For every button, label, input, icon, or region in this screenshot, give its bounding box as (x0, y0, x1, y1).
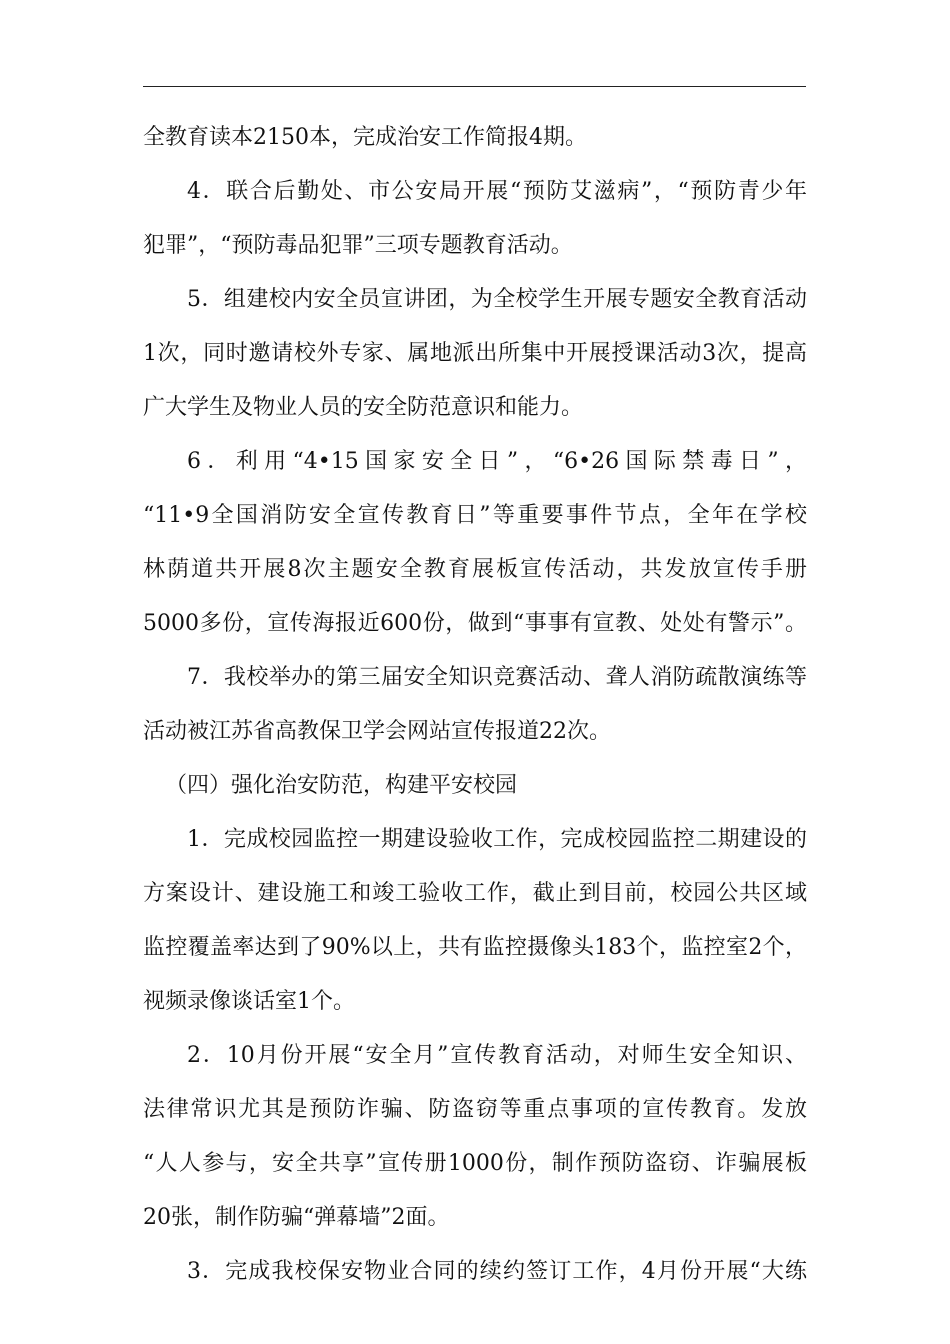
text-line: 视频录像谈话室1个。 (143, 989, 355, 1014)
document-body (143, 111, 807, 1299)
text-line: 监控覆盖率达到了90%以上，共有监控摄像头183个，监控室2个， (143, 935, 807, 960)
text-line: 活动被江苏省高教保卫学会网站宣传报道22次。 (143, 719, 611, 744)
text-line: 6．利用“4•15国家安全日”，“6•26国际禁毒日”， (187, 449, 807, 474)
text-line: （四）强化治安防范，构建平安校园 (165, 773, 518, 798)
text-line: 7．我校举办的第三届安全知识竞赛活动、聋人消防疏散演练等 (187, 665, 807, 690)
text-line: 1次，同时邀请校外专家、属地派出所集中开展授课活动3次，提高 (143, 341, 807, 366)
text-line: 20张，制作防骗“弹幕墙”2面。 (143, 1205, 450, 1230)
text-line: 4．联合后勤处、市公安局开展“预防艾滋病”，“预防青少年 (187, 179, 807, 204)
text-line: 林荫道共开展8次主题安全教育展板宣传活动，共发放宣传手册 (143, 557, 807, 582)
header-rule (143, 86, 806, 87)
text-line: 5000多份，宣传海报近600份，做到“事事有宣教、处处有警示”。 (143, 611, 807, 636)
text-line: “11•9全国消防安全宣传教育日”等重要事件节点，全年在学校 (143, 503, 807, 528)
text-line: 2．10月份开展“安全月”宣传教育活动，对师生安全知识、 (187, 1043, 807, 1068)
text-line: 5．组建校内安全员宣讲团，为全校学生开展专题安全教育活动 (187, 287, 807, 312)
text-line: “人人参与，安全共享”宣传册1000份，制作预防盗窃、诈骗展板 (143, 1151, 807, 1176)
text-line: 法律常识尤其是预防诈骗、防盗窃等重点事项的宣传教育。发放 (143, 1097, 807, 1122)
text-line: 全教育读本2150本，完成治安工作简报4期。 (143, 125, 587, 150)
text-line: 犯罪”，“预防毒品犯罪”三项专题教育活动。 (143, 233, 573, 258)
text-line: 3．完成我校保安物业合同的续约签订工作，4月份开展“大练 (187, 1259, 807, 1284)
text-line: 广大学生及物业人员的安全防范意识和能力。 (143, 395, 584, 420)
text-line: 方案设计、建设施工和竣工验收工作，截止到目前，校园公共区域 (143, 881, 807, 906)
text-line: 1．完成校园监控一期建设验收工作，完成校园监控二期建设的 (187, 827, 807, 852)
